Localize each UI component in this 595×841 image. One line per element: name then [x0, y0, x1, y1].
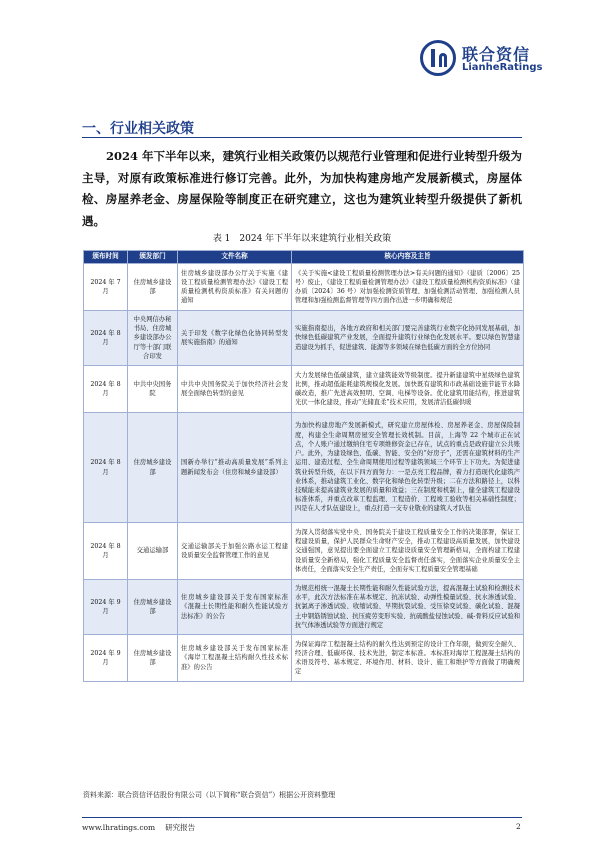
row-content: 为加快构建房地产发展新模式，研究建立房屋体检、房屋养老金、房屋保险制度，构建全生命周期房屋安全管理长效机制。目前，上海等 22 个城市正在试点，个人账户通过缴纳住宅专项维修资金已存在，试点的重点是政府建立公共账户。此外，为建设绿色、低碳、智能、安全的“好房子”，还需在建筑材料的生产运用、建造过程、全生命周期使用过程等建筑领域三个环节上下功夫。为促进建筑业转型升级，在以下四方面努力：一是点亮工程品牌，着力打造现代化建筑产业体系，推动建筑工业化、数字化和绿色化转型升级；二在方法和路径上，以科技赋能来提高建筑业发展的质量和效益；三在制度和机制上，健全建筑工程建设标准体系，并重点改革工程监理、工程造价、工程竣工验收等相关基础性制度；四是在人才队伍建设上，重点打造一支专业敬业的建筑人才队伍	[292, 413, 524, 523]
row-date: 2024 年 8 月	[84, 523, 128, 580]
header-content: 核心内容及主旨	[292, 251, 524, 264]
row-content: 为保证海岸工程混凝土结构的耐久性达到预定的设计工作年限，做到安全耐久、经济合理、低碳环保、技术先进，制定本标准。本标准对海岸工程混凝土结构的术语及符号、基本规定、环境作用、材料、设计、施工和维护等方面做了明确规定	[292, 635, 524, 682]
section-divider	[82, 137, 522, 138]
brand-name-cn: 联合资信	[462, 45, 531, 64]
row-date: 2024 年 7 月	[84, 264, 128, 311]
row-doc: 住房城乡建设部办公厅关于实施《建设工程质量检测管理办法》《建设工程质量检测机构资质标准》有关问题的通知	[178, 264, 292, 311]
table-row	[84, 635, 524, 682]
row-doc: 住房城乡建设部关于发布国家标准《海岸工程混凝土结构耐久性技术标准》的公告	[178, 635, 292, 682]
row-date: 2024 年 9 月	[84, 635, 128, 682]
table-row	[84, 523, 524, 580]
intro-paragraph: 2024 年下半年以来，建筑行业相关政策仍以规范行业管理和促进行业转型升级为主导，对原有政策标准进行修订完善。此外，为加快构建房地产发展新模式，房屋体检、房屋养老金、房屋保险等制度正在研究建立，这也为建筑业转型升级提供了新机遇。	[82, 149, 522, 228]
row-doc: 住房城乡建设部关于发布国家标准《混凝土长期性能和耐久性能试验方法标准》的公告	[178, 580, 292, 635]
row-dept: 中共中央国务院	[128, 366, 178, 413]
row-date: 2024 年 8 月	[84, 366, 128, 413]
page-number: 2	[516, 822, 521, 831]
row-date: 2024 年 9 月	[84, 580, 128, 635]
row-date: 2024 年 8 月	[84, 311, 128, 366]
row-date: 2024 年 8 月	[84, 413, 128, 523]
row-content: 《关于实施<建设工程质量检测管理办法>有关问题的通知》（建质〔2006〕25 号）废止，《建设工程质量检测管理办法》《建设工程质量检测机构资质标准》（建办质〔2024〕36 号）对加强检测资质管理、加强检测活动管理、加强检测人员管理和加强检测监督管理等四方面作出进一步明确和规范	[292, 264, 524, 311]
footer-label: 研究报告	[165, 823, 196, 832]
row-dept: 住房城乡建设部	[128, 580, 178, 635]
row-content: 为深入贯彻落实党中央、国务院关于建设工程质量安全工作的决策部署，保证工程建设质量，保护人民群众生命财产安全，推动工程建设高质量发展，加快建设交通强国，意见提出要全面建立工程建设质量安全管理新格局，全面构建工程建设质量安全新格局，强化工程质量安全监督责任落实，全面落实企业质量安全主体责任，全面落实安全生产责任，全面夯实工程质量安全管理基础	[292, 523, 524, 580]
lianhe-logo-icon	[420, 40, 456, 76]
brand-logo	[420, 40, 560, 78]
header-date: 颁布时间	[84, 251, 128, 264]
row-dept: 住房城乡建设部	[128, 635, 178, 682]
source-note: 资料来源：联合资信评估股份有限公司（以下简称“联合资信”）根据公开资料整理	[83, 791, 336, 799]
footer-divider	[82, 817, 522, 818]
row-content: 为规范相统一混凝土长期性能和耐久性能试验方法，提高混凝土试验和检测技术水平，此次方法标准在基本规定、抗冻试验、动弹性模量试验、抗水渗透试验、抗氯离子渗透试验、收缩试验、早期抗裂试验、受压徐变试验、碳化试验、混凝土中钢筋锈蚀试验、抗压疲劳变形实验、抗硫酸盐侵蚀试验、碱-骨料反应试验和抗气体渗透试验等方面进行规定	[292, 580, 524, 635]
header-dept: 颁发部门	[128, 251, 178, 264]
table-row	[84, 413, 524, 523]
row-dept: 住房城乡建设部	[128, 413, 178, 523]
table-row	[84, 311, 524, 366]
row-content: 实施指南提出，各地方政府和相关部门要完善建筑行业数字化协同发展基础，加快绿色低碳建筑产业发展，全面提升建筑行业绿色化发展水平。要以绿色智慧建造建设为抓手，促进建筑、能源等多领域在绿色低碳方面的全方位协同	[292, 311, 524, 366]
row-content: 大力发展绿色低碳建筑，建立建筑能效等级制度。提升新建建筑中星级绿色建筑比例，推动超低能耗建筑规模化发展。加快既有建筑和市政基础设施节能节水降碳改造，推广先进高效照明、空调、电梯等设备。优化建筑用能结构，推进建筑光伏一体化建设，推动“光储直柔”技术应用，发展清洁低碳供暖	[292, 366, 524, 413]
section-title: 一、行业相关政策	[82, 121, 194, 137]
row-dept: 中央网信办秘书局、住房城乡建设部办公厅等十部门联合印发	[128, 311, 178, 366]
table-row	[84, 264, 524, 311]
row-doc: 国新办举行“推动高质量发展”系列主题新闻发布会（住房和城乡建设部）	[178, 413, 292, 523]
header-doc: 文件名称	[178, 251, 292, 264]
row-dept: 住房城乡建设部	[128, 264, 178, 311]
row-doc: 关于印发《数字化绿色化协同转型发展实施指南》的通知	[178, 311, 292, 366]
row-doc: 中共中央国务院关于加快经济社会发展全面绿色转型的意见	[178, 366, 292, 413]
table-row	[84, 366, 524, 413]
footer-url[interactable]: www.lhratings.com	[82, 823, 156, 832]
table-caption: 表 1 2024 年下半年以来建筑行业相关政策	[212, 234, 392, 244]
row-doc: 交通运输部关于加强公路水运工程建设质量安全监督管理工作的意见	[178, 523, 292, 580]
table-row	[84, 580, 524, 635]
footer-left	[82, 822, 205, 833]
policy-table	[83, 250, 524, 682]
brand-name-en: LianheRatings	[462, 62, 543, 73]
row-dept: 交通运输部	[128, 523, 178, 580]
table-header-row	[84, 251, 524, 264]
